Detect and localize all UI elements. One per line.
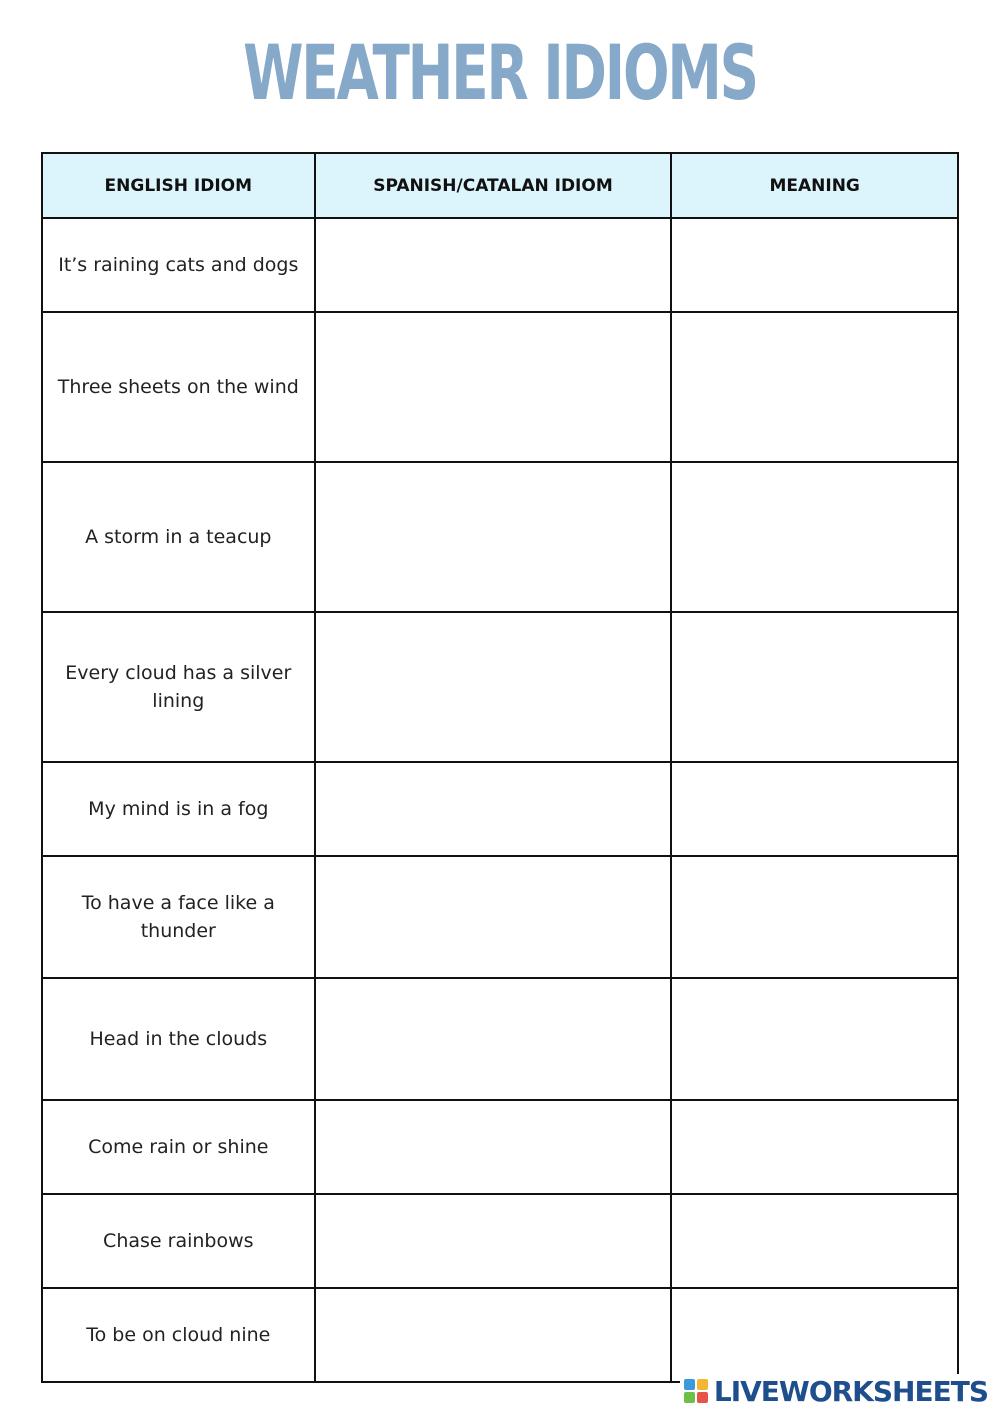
english-idiom-cell: Three sheets on the wind xyxy=(42,312,315,462)
meaning-answer-cell[interactable] xyxy=(671,312,958,462)
english-idiom-cell: Chase rainbows xyxy=(42,1194,315,1288)
english-idiom-cell: To be on cloud nine xyxy=(42,1288,315,1382)
meaning-answer-cell[interactable] xyxy=(671,856,958,978)
spanish-catalan-answer-cell[interactable] xyxy=(315,1288,672,1382)
english-idiom-cell: Every cloud has a silver lining xyxy=(42,612,315,762)
column-header-spanish-catalan: SPANISH/CATALAN IDIOM xyxy=(315,153,672,218)
table-row xyxy=(42,856,958,978)
table-header-row xyxy=(42,153,958,218)
meaning-answer-cell[interactable] xyxy=(671,1288,958,1382)
table-row xyxy=(42,978,958,1100)
table-row xyxy=(42,1100,958,1194)
table-row xyxy=(42,312,958,462)
table-row xyxy=(42,1194,958,1288)
spanish-catalan-answer-cell[interactable] xyxy=(315,462,672,612)
spanish-catalan-answer-cell[interactable] xyxy=(315,978,672,1100)
column-header-meaning: MEANING xyxy=(671,153,958,218)
spanish-catalan-answer-cell[interactable] xyxy=(315,612,672,762)
meaning-answer-cell[interactable] xyxy=(671,762,958,856)
liveworksheets-watermark xyxy=(680,1374,988,1408)
meaning-answer-cell[interactable] xyxy=(671,218,958,312)
english-idiom-cell: Come rain or shine xyxy=(42,1100,315,1194)
english-idiom-cell: My mind is in a fog xyxy=(42,762,315,856)
meaning-answer-cell[interactable] xyxy=(671,1100,958,1194)
meaning-answer-cell[interactable] xyxy=(671,978,958,1100)
page-title: WEATHER IDIOMS xyxy=(243,28,757,117)
table-row xyxy=(42,462,958,612)
spanish-catalan-answer-cell[interactable] xyxy=(315,312,672,462)
english-idiom-cell: A storm in a teacup xyxy=(42,462,315,612)
english-idiom-cell: Head in the clouds xyxy=(42,978,315,1100)
spanish-catalan-answer-cell[interactable] xyxy=(315,1194,672,1288)
meaning-answer-cell[interactable] xyxy=(671,1194,958,1288)
spanish-catalan-answer-cell[interactable] xyxy=(315,218,672,312)
watermark-text: LIVEWORKSHEETS xyxy=(713,1374,988,1408)
spanish-catalan-answer-cell[interactable] xyxy=(315,856,672,978)
meaning-answer-cell[interactable] xyxy=(671,462,958,612)
table-row xyxy=(42,218,958,312)
table-row xyxy=(42,612,958,762)
english-idiom-cell: It’s raining cats and dogs xyxy=(42,218,315,312)
english-idiom-cell: To have a face like a thunder xyxy=(42,856,315,978)
liveworksheets-logo-icon xyxy=(684,1379,708,1403)
table-row xyxy=(42,762,958,856)
spanish-catalan-answer-cell[interactable] xyxy=(315,1100,672,1194)
table-row xyxy=(42,1288,958,1382)
spanish-catalan-answer-cell[interactable] xyxy=(315,762,672,856)
idioms-table xyxy=(41,152,959,1383)
column-header-english: ENGLISH IDIOM xyxy=(42,153,315,218)
meaning-answer-cell[interactable] xyxy=(671,612,958,762)
